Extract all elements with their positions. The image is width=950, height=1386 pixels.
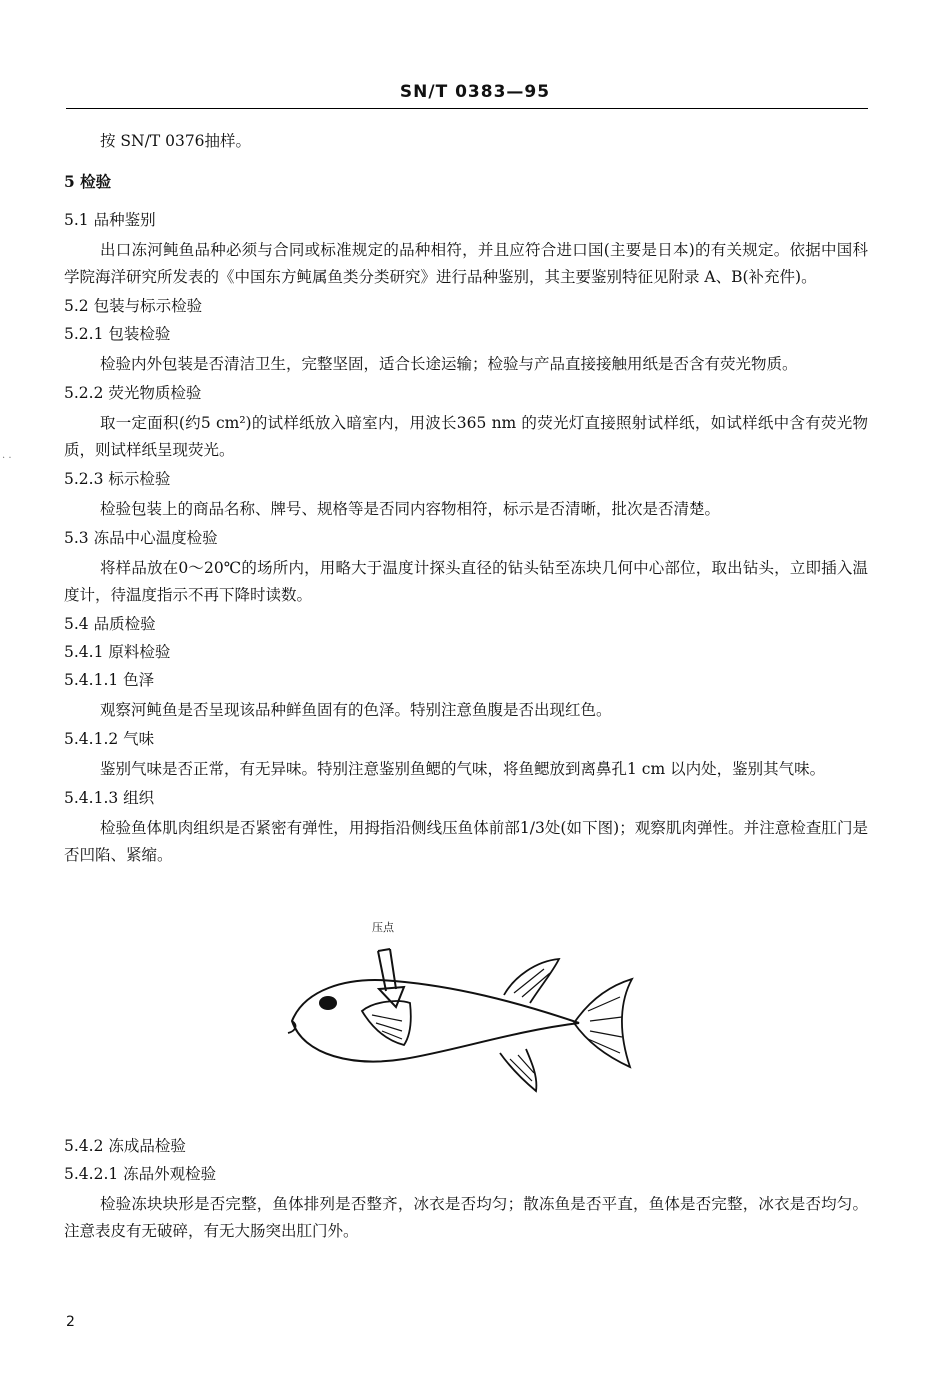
document-body [64, 128, 868, 1249]
heading-5-2: 5.2 包装与标示检验 [64, 297, 203, 315]
scan-artifact: . . [2, 450, 12, 461]
fish-tail [574, 979, 632, 1067]
heading-5-4: 5.4 品质检验 [64, 615, 156, 633]
heading-5-1: 5.1 品种鉴别 [64, 211, 156, 229]
press-arrow-icon [378, 949, 404, 1007]
fish-body [292, 980, 579, 1061]
heading-5-2-1: 5.2.1 包装检验 [64, 325, 171, 343]
heading-5-4-1-2: 5.4.1.2 气味 [64, 730, 155, 748]
paragraph-5-2-1: 检验内外包装是否清洁卫生，完整坚固，适合长途运输；检验与产品直接接触用纸是否含有荧光物质。 [100, 355, 798, 373]
page-number: 2 [66, 1314, 75, 1330]
paragraph-5-4-1-3: 检验鱼体肌肉组织是否紧密有弹性，用拇指沿侧线压鱼体前部1/3处(如下图)；观察肌肉弹性。并注意检查肛门是否凹陷、紧缩。 [64, 819, 868, 864]
paragraph-5-4-1-1: 观察河鲀鱼是否呈现该品种鲜鱼固有的色泽。特别注意鱼腹是否出现红色。 [100, 701, 612, 719]
paragraph-5-1: 出口冻河鲀鱼品种必须与合同或标准规定的品种相符，并且应符合进口国(主要是日本)的有关规定。依据中国科学院海洋研究所发表的《中国东方鲀属鱼类分类研究》进行品种鉴别，其主要鉴别特征见附录 A、B(补充件)。 [64, 241, 868, 286]
heading-5-4-1-3: 5.4.1.3 组织 [64, 789, 155, 807]
paragraph-5-2-2: 取一定面积(约5 cm²)的试样纸放入暗室内，用波长365 nm 的荧光灯直接照射试样纸，如试样纸中含有荧光物质，则试样纸呈现荧光。 [64, 414, 868, 459]
section-heading-5: 5 检验 [64, 172, 112, 191]
heading-5-4-1-1: 5.4.1.1 色泽 [64, 671, 155, 689]
pufferfish-drawing [274, 881, 654, 1121]
header-rule [66, 108, 868, 109]
heading-5-4-2-1: 5.4.2.1 冻品外观检验 [64, 1165, 217, 1183]
paragraph-sampling: 按 SN/T 0376抽样。 [100, 132, 252, 150]
figure-pufferfish [64, 873, 868, 1135]
paragraph-5-2-3: 检验包装上的商品名称、牌号、规格等是否同内容物相符，标示是否清晰，批次是否清楚。 [100, 500, 721, 518]
press-point-label: 压点 [372, 921, 394, 934]
heading-5-4-1: 5.4.1 原料检验 [64, 643, 171, 661]
fish-eye [319, 996, 337, 1010]
paragraph-5-4-1-2: 鉴别气味是否正常，有无异味。特别注意鉴别鱼鳃的气味，将鱼鳃放到离鼻孔1 cm 以内处，鉴别其气味。 [100, 760, 826, 778]
document-header: SN/T 0383—95 [399, 82, 551, 102]
heading-5-2-2: 5.2.2 荧光物质检验 [64, 384, 202, 402]
heading-5-3: 5.3 冻品中心温度检验 [64, 529, 218, 547]
paragraph-5-3: 将样品放在0～20℃的场所内，用略大于温度计探头直径的钻头钻至冻块几何中心部位，取出钻头，立即插入温度计，待温度指示不再下降时读数。 [64, 559, 868, 604]
heading-5-4-2: 5.4.2 冻成品检验 [64, 1137, 186, 1155]
paragraph-5-4-2-1: 检验冻块块形是否完整，鱼体排列是否整齐，冰衣是否均匀；散冻鱼是否平直，鱼体是否完整，冰衣是否均匀。注意表皮有无破碎，有无大肠突出肛门外。 [64, 1195, 868, 1240]
heading-5-2-3: 5.2.3 标示检验 [64, 470, 171, 488]
